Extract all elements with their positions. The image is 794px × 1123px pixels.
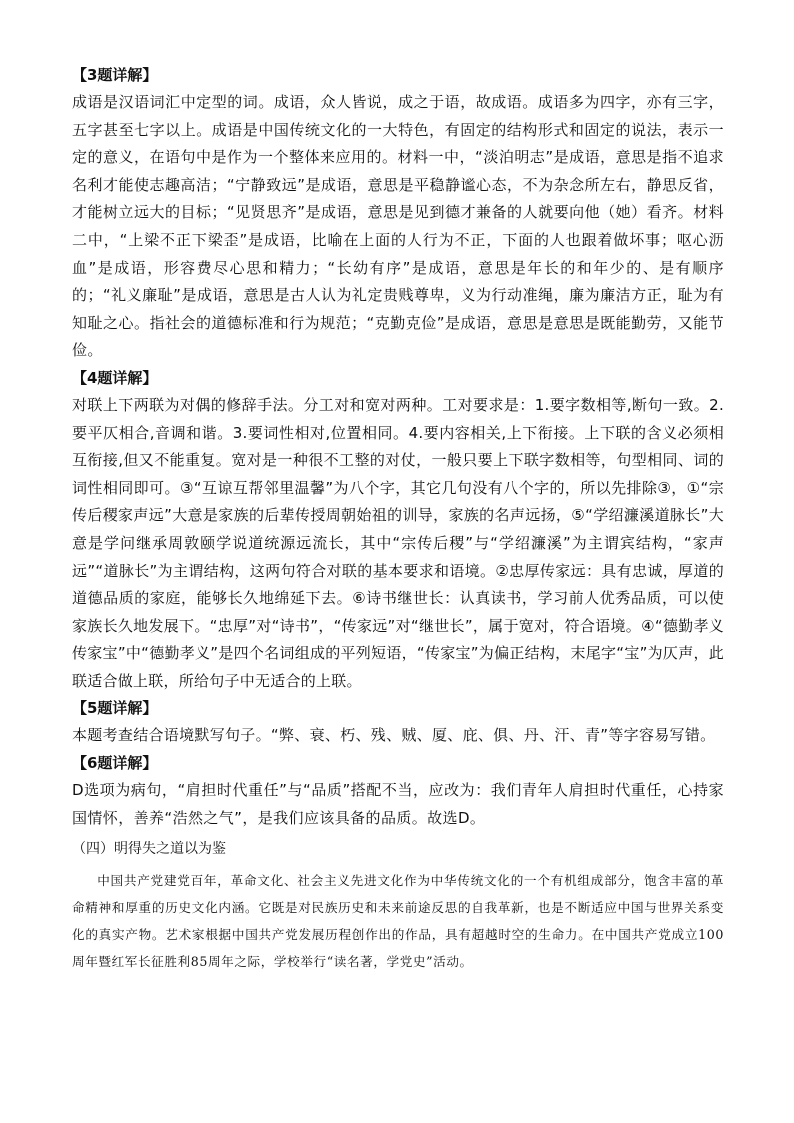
section-body: D选项为病句，“肩担时代重任”与“品质”搭配不当，应改为：我们青年人肩担时代重任，心持家国情怀，善养“浩然之气”，是我们应该具备的品质。故选D。: [72, 781, 724, 827]
section-body: 成语是汉语词汇中定型的词。成语，众人皆说，成之于语，故成语。成语多为四字，亦有三字，五字甚至七字以上。成语是中国传统文化的一大特色，有固定的结构形式和固定的说法，表示一定的意义，在语句中是作为一个整体来应用的。材料一中，“淡泊明志”是成语，意思是指不追求名利才能使志趣高洁；“宁静致远”是成语，意思是平稳静谧心态，不为杂念所左右，静思反省，才能树立远大的目标；“见贤思齐”是成语，意思是见到德才兼备的人就要向他（她）看齐。材料二中，“上梁不正下梁歪”是成语，比喻在上面的人行为不正，下面的人也跟着做坏事；呕心沥血”是成语，形容费尽心思和精力；“长幼有序”是成语，意思是年长的和年少的、是有顺序的；“礼义廉耻”是成语，意思是古人认为礼定贵贱尊卑，义为行动准绳，廉为廉洁方正，耻为有知耻之心。指社会的道德标准和行为规范；“克勤克俭”是成语，意思是意思是既能勤劳，又能节俭。: [72, 93, 724, 360]
answer-section-3: [72, 62, 724, 365]
answer-section-6: [72, 750, 724, 832]
section-heading: 【6题详解】: [72, 754, 158, 773]
document-page: [72, 62, 724, 975]
answer-section-5: [72, 695, 724, 750]
answer-section-4: [72, 365, 724, 696]
reading-passage: 中国共产党建党百年，革命文化、社会主义先进文化作为中华传统文化的一个有机组成部分，饱含丰富的革命精神和厚重的历史文化内涵。它既是对民族历史和未来前途反思的自我革新，也是不断适应中国与世界关系变化的真实产物。艺术家根据中国共产党发展历程创作出的作品，具有超越时空的生命力。在中国共产党成立100周年暨红军长征胜利85周年之际，学校举行“读名著，学党史”活动。: [72, 873, 724, 970]
section-heading: 【4题详解】: [72, 368, 158, 387]
section-body: 本题考查结合语境默写句子。“弊、衰、朽、残、贼、厦、庇、俱、丹、汗、青”等字容易写错。: [72, 726, 716, 745]
section-heading: 【3题详解】: [72, 66, 158, 84]
section-heading: 【5题详解】: [72, 699, 158, 718]
subsection-heading: （四）明得失之道以为鉴: [72, 841, 226, 858]
section-body: 对联上下两联为对偶的修辞手法。分工对和宽对两种。工对要求是：1.要字数相等,断句一致。2.要平仄相合,音调和谐。3.要词性相对,位置相同。4.要内容相关,上下衔接。上下联的含义必须相互衔接,但又不能重复。宽对是一种很不工整的对仗，一般只要上下联字数相等，句型相同、词的词性相同即可。③“互谅互帮邻里温馨”为八个字，其它几句没有八个字的，所以先排除③，①“宗传后稷家声远”大意是家族的后辈传授周朝始祖的训导，家族的名声远扬，⑤“学绍濂溪道脉长”大意是学问继承周敦颐学说道统源远流长，其中“宗传后稷”与“学绍濂溪”为主谓宾结构，“家声远”“道脉长”为主谓结构，这两句符合对联的基本要求和语境。②忠厚传家远：具有忠诚，厚道的道德品质的家庭，能够长久地绵延下去。⑥诗书继世长：认真读书，学习前人优秀品质，可以使家族长久地发展下。“忠厚”对“诗书”，“传家远”对“继世长”，属于宽对，符合语境。④“德勤孝义传家宝”中“德勤孝义”是四个名词组成的平列短语，“传家宝”为偏正结构，末尾字“宝”为仄声，此联适合做上联，所给句子中无适合的上联。: [72, 395, 724, 690]
